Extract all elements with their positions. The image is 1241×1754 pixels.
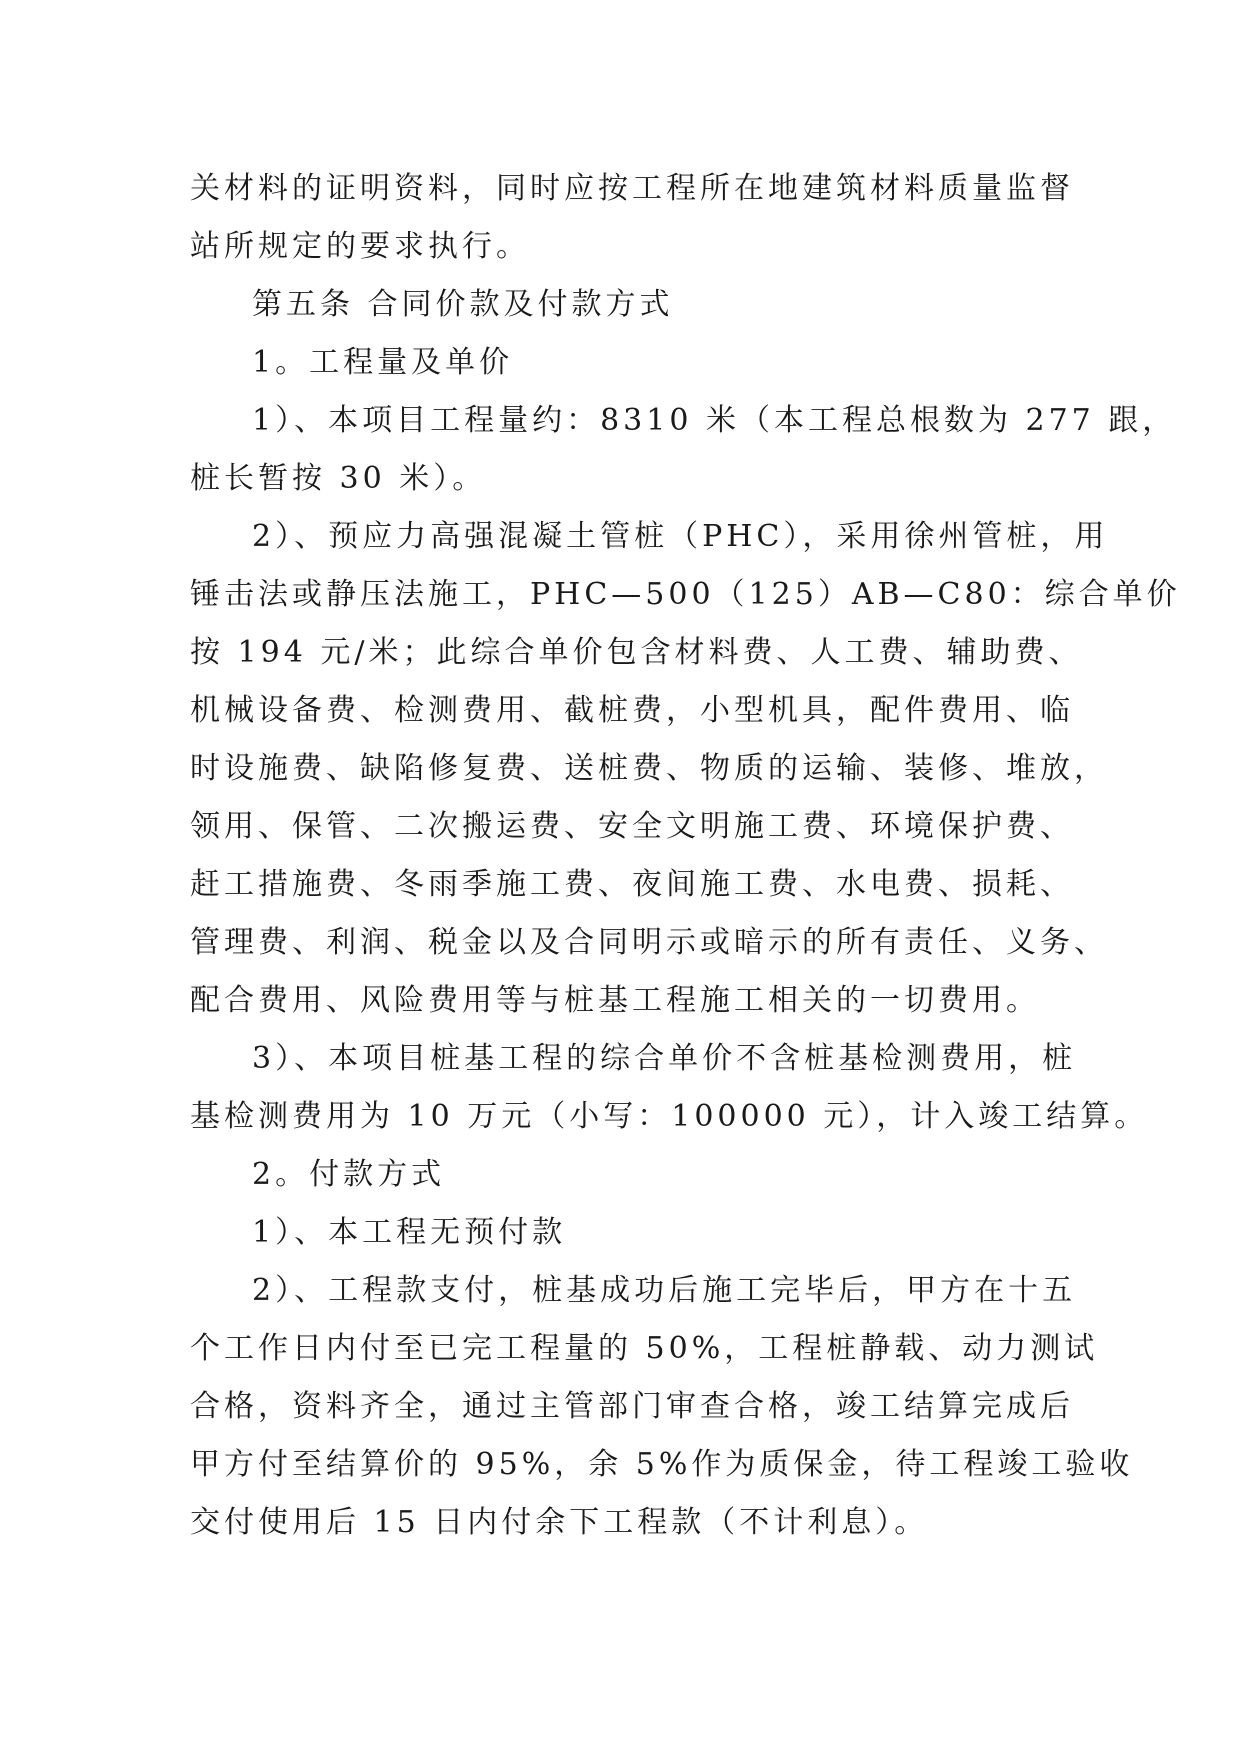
text-line: 管理费、利润、税金以及合同明示或暗示的所有责任、义务、 — [190, 925, 1108, 960]
text-line: 领用、保管、二次搬运费、安全文明施工费、环境保护费、 — [190, 809, 1074, 844]
text-line: 1）、本工程无预付款 — [252, 1215, 567, 1250]
text-line: 站所规定的要求执行。 — [190, 229, 530, 264]
subsection-heading: 1。工程量及单价 — [252, 345, 514, 380]
text-line: 1）、本项目工程量约：8310 米（本工程总根数为 277 跟， — [252, 403, 1177, 438]
text-line: 甲方付至结算价的 95%，余 5%作为质保金，待工程竣工验收 — [190, 1447, 1134, 1482]
text-line: 桩长暂按 30 米）。 — [190, 461, 487, 496]
text-line: 个工作日内付至已完工程量的 50%，工程桩静载、动力测试 — [190, 1331, 1099, 1366]
text-line: 2）、预应力高强混凝土管桩（PHC），采用徐州管桩，用 — [252, 519, 1109, 554]
text-line: 交付使用后 15 日内付余下工程款（不计利息）。 — [190, 1505, 929, 1540]
text-line: 时设施费、缺陷修复费、送桩费、物质的运输、装修、堆放， — [190, 751, 1108, 786]
section-heading: 第五条 合同价款及付款方式 — [252, 287, 674, 322]
text-line: 关材料的证明资料，同时应按工程所在地建筑材料质量监督 — [190, 171, 1074, 206]
text-line: 按 194 元/米；此综合单价包含材料费、人工费、辅助费、 — [190, 635, 1083, 670]
subsection-heading: 2。付款方式 — [252, 1157, 446, 1192]
text-line: 赶工措施费、冬雨季施工费、夜间施工费、水电费、损耗、 — [190, 867, 1074, 902]
text-line: 配合费用、风险费用等与桩基工程施工相关的一切费用。 — [190, 983, 1040, 1018]
text-line: 机械设备费、检测费用、截桩费，小型机具，配件费用、临 — [190, 693, 1074, 728]
document-body — [190, 160, 1181, 1552]
text-line: 3）、本项目桩基工程的综合单价不含桩基检测费用，桩 — [252, 1041, 1077, 1076]
text-line: 合格，资料齐全，通过主管部门审查合格，竣工结算完成后 — [190, 1389, 1074, 1424]
text-line: 2）、工程款支付，桩基成功后施工完毕后，甲方在十五 — [252, 1273, 1077, 1308]
text-line: 基检测费用为 10 万元（小写：100000 元），计入竣工结算。 — [190, 1099, 1149, 1134]
text-line: 锤击法或静压法施工，PHC—500（125）AB—C80：综合单价 — [190, 577, 1181, 612]
